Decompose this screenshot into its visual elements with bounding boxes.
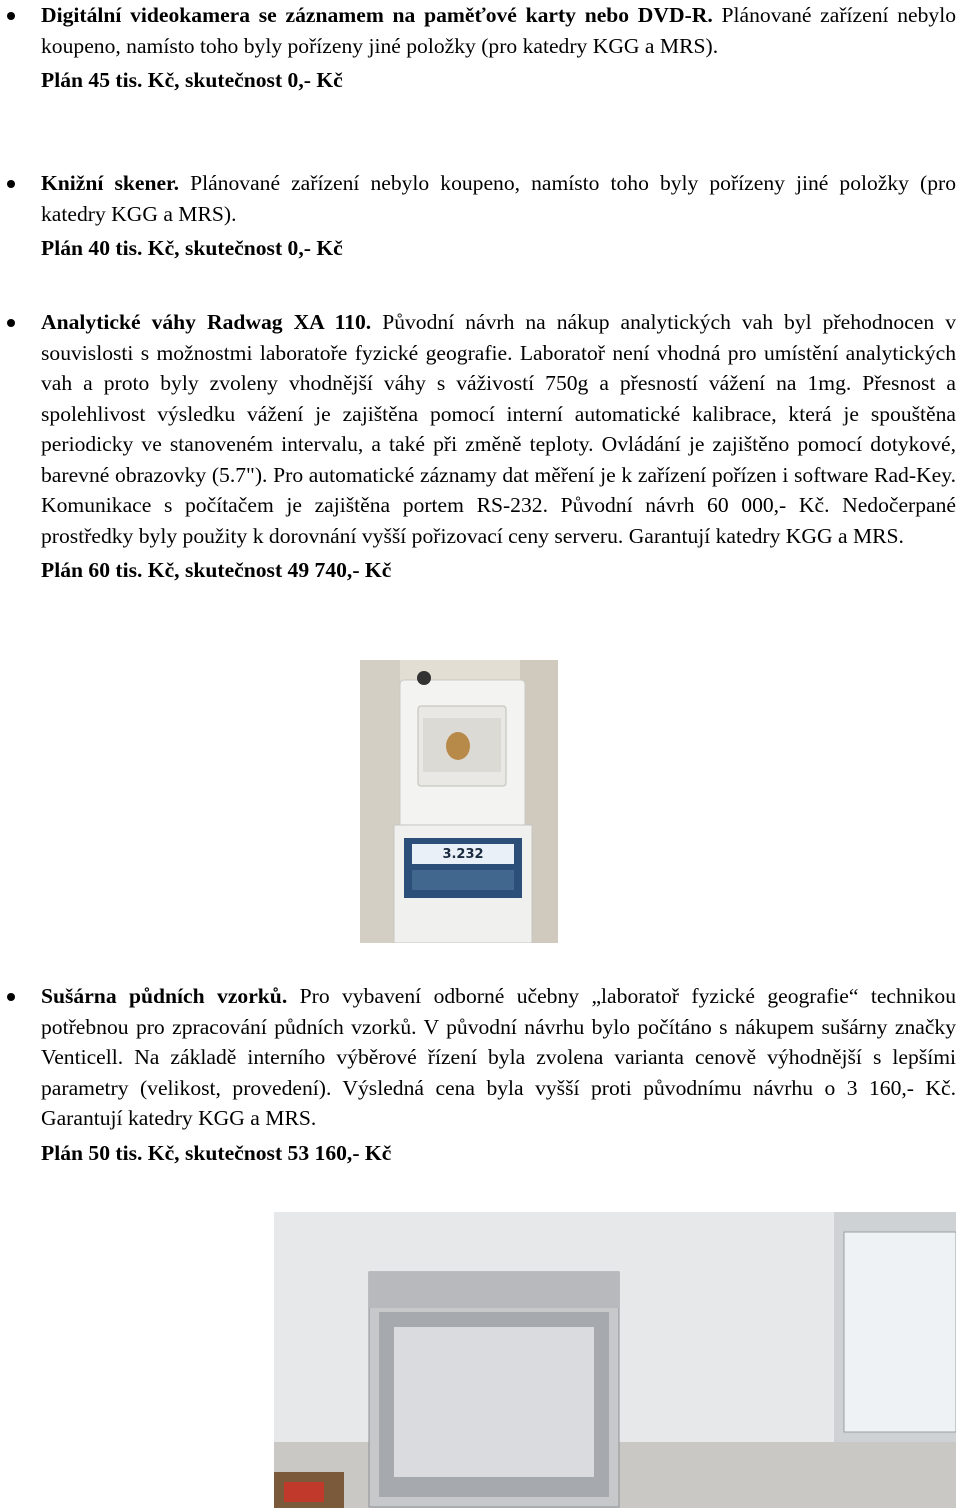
item-text: Plánované zařízení nebylo koupeno, namísto toho byly pořízeny jiné položky (pro katedry KGG a MRS). [41, 171, 956, 226]
item-text: Plánované zařízení nebylo koupeno, namísto toho byly pořízeny jiné položky (pro katedry KGG a MRS). [41, 3, 956, 58]
list-item-book-scanner [41, 168, 956, 264]
bullet [7, 12, 15, 20]
item-text: Původní návrh na nákup analytických vah byl přehodnocen v souvislosti s možnostmi laboratoře fyzické geografie. Laboratoř není vhodná pro umístění analytických vah a proto byly zvoleny vhodnější váhy s váživostí 750g a přesností vážení na 1mg. Přesnost a spolehlivost výsledku vážení je zajištěna pomocí interní automatické kalibrace, která je spouštěna periodicky ve stanoveném intervalu, a také při změně teploty. Ovládání je zajištěno pomocí dotykové, barevné obrazovky (5.7"). Pro automatické záznamy dat měření je k zařízení pořízen i software Rad-Key. Komunikace s počítačem je zajištěna portem RS-232. Původní návrh 60 000,- Kč. Nedočerpané prostředky byly použity k dorovnání vyšší pořizovací ceny serveru. Garantují katedry KGG a MRS. [41, 310, 956, 548]
item-text: Pro vybavení odborné učebny „laboratoř fyzické geografie“ technikou potřebnou pro zpracování půdních vzorků. V původní návrhu bylo počítáno s nákupem sušárny značky Venticell. Na základě interního výběrové řízení byla zvolena varianta cenově výhodnější s lepšími parametry (velikost, provedení). Výsledná cena byla vyšší proti původnímu návrhu o 3 160,- Kč. Garantují katedry KGG a MRS. [41, 984, 956, 1130]
bullet [7, 180, 15, 188]
item-title: Digitální videokamera se záznamem na paměťové karty nebo DVD-R. [41, 3, 713, 27]
item-title: Sušárna půdních vzorků. [41, 984, 288, 1008]
analytical-scale-photo [360, 660, 558, 943]
list-item-drying-oven [41, 981, 956, 1168]
drying-oven-image [274, 1212, 956, 1508]
list-item-analytical-scales [41, 307, 956, 586]
list-item-videocamera [41, 0, 956, 96]
item-plan: Plán 40 tis. Kč, skutečnost 0,- Kč [41, 236, 343, 260]
item-title: Knižní skener. [41, 171, 180, 195]
item-plan: Plán 50 tis. Kč, skutečnost 53 160,- Kč [41, 1140, 392, 1165]
bullet [7, 993, 15, 1001]
item-plan: Plán 45 tis. Kč, skutečnost 0,- Kč [41, 68, 343, 92]
drying-oven-photo [274, 1212, 956, 1508]
analytical-scale-image [360, 660, 558, 943]
scale-display-readout: 3.232 [442, 847, 484, 862]
item-plan: Plán 60 tis. Kč, skutečnost 49 740,- Kč [41, 558, 392, 582]
bullet [7, 319, 15, 327]
item-title: Analytické váhy Radwag XA 110. [41, 310, 372, 334]
